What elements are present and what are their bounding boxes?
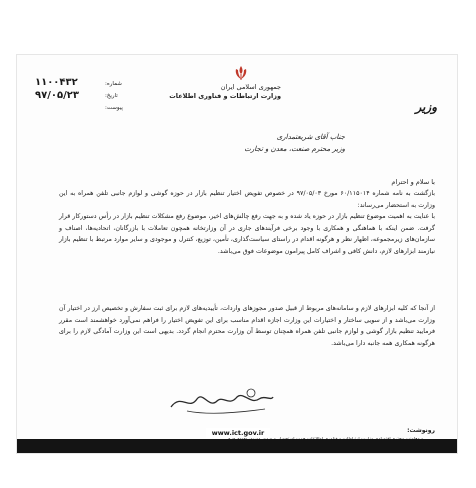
iran-emblem-icon bbox=[233, 65, 249, 81]
minister-title: وزیر bbox=[415, 100, 437, 114]
cc-label: رونوشت: bbox=[407, 427, 435, 434]
ministry-heading: وزارت ارتباطات و فناوری اطلاعات bbox=[169, 92, 281, 100]
addressee-name: جناب آقای شریعتمداری bbox=[276, 133, 345, 141]
addressee-title: وزیر محترم صنعت، معدن و تجارت bbox=[244, 145, 345, 153]
letter-date: ۹۷/۰۵/۲۳ bbox=[35, 90, 79, 101]
body-paragraph: بازگشت به نامه شماره ۶۰/۱۱۵۰۱۴ مورخ ۹۷/۰۵/۰۳ در خصوص تفویض اختیار تنظیم بازار در حوزه گوشی و لوازم جانبی تلفن همراه به این وزارت به استحضار می‌رساند: bbox=[59, 190, 435, 209]
letter-number: ۱۱۰۰۴۳۲ bbox=[35, 77, 78, 88]
footer-bar bbox=[17, 439, 457, 453]
salutation: با سلام و احترام bbox=[391, 178, 435, 186]
date-label: تاریخ: bbox=[105, 93, 118, 99]
number-label: شماره: bbox=[105, 81, 122, 87]
website-link: www.ict.gov.ir bbox=[206, 428, 270, 438]
republic-heading: جمهوری اسلامی ایران bbox=[220, 83, 281, 91]
attachment-label: پیوست: bbox=[105, 105, 123, 111]
letter-page bbox=[16, 54, 458, 454]
handwritten-signature bbox=[167, 385, 277, 417]
body-paragraph: از آنجا که کلیه ابزارهای لازم و سامانه‌های مربوط از قبیل صدور مجوزهای واردات، تأییدیه‌های لازم برای ثبت سفارش و تخصیص ارز در اختیار آن وزارت می‌باشد و از سویی ساختار و اختیارات این وزارت اجازه اقدام مناسب برای این تفویض اختیار را فراهم نمی‌آورد خواهشمند است مقرر فرمایید تنظیم بازار گوشی و لوازم جانبی تلفن همراه همچنان توسط آن وزارت محترم انجام گردد. بدیهی است این وزارت آمادگی لازم را برای هرگونه همکاری همه جانبه دارا می‌باشد. bbox=[59, 305, 435, 347]
body-paragraph: با عنایت به اهمیت موضوع تنظیم بازار در حوزه یاد شده و به جهت رفع چالش‌های اخیر، موضوع رفع مشکلات تنظیم بازار در رأس دستورکار قرار گرفت. ضمن اینکه با هماهنگی و همکاری با وجود برخی فرآیندهای جاری در آن وزارتخانه همچون تعاملات با بازرگانان، اتحادیه‌ها، اصناف و سازمان‌های زیرمجموعه، اظهار نظر و هرگونه اقدام در راستای سیاست‌گذاری، تأمین، توزیع، کنترل و موجودی و سایر موارد مرتبط با تنظیم بازار نیازمند ابزارهای لازم، دانش کافی و اشراف کامل پیرامون موضوعات فوق می‌باشد. bbox=[59, 213, 435, 255]
